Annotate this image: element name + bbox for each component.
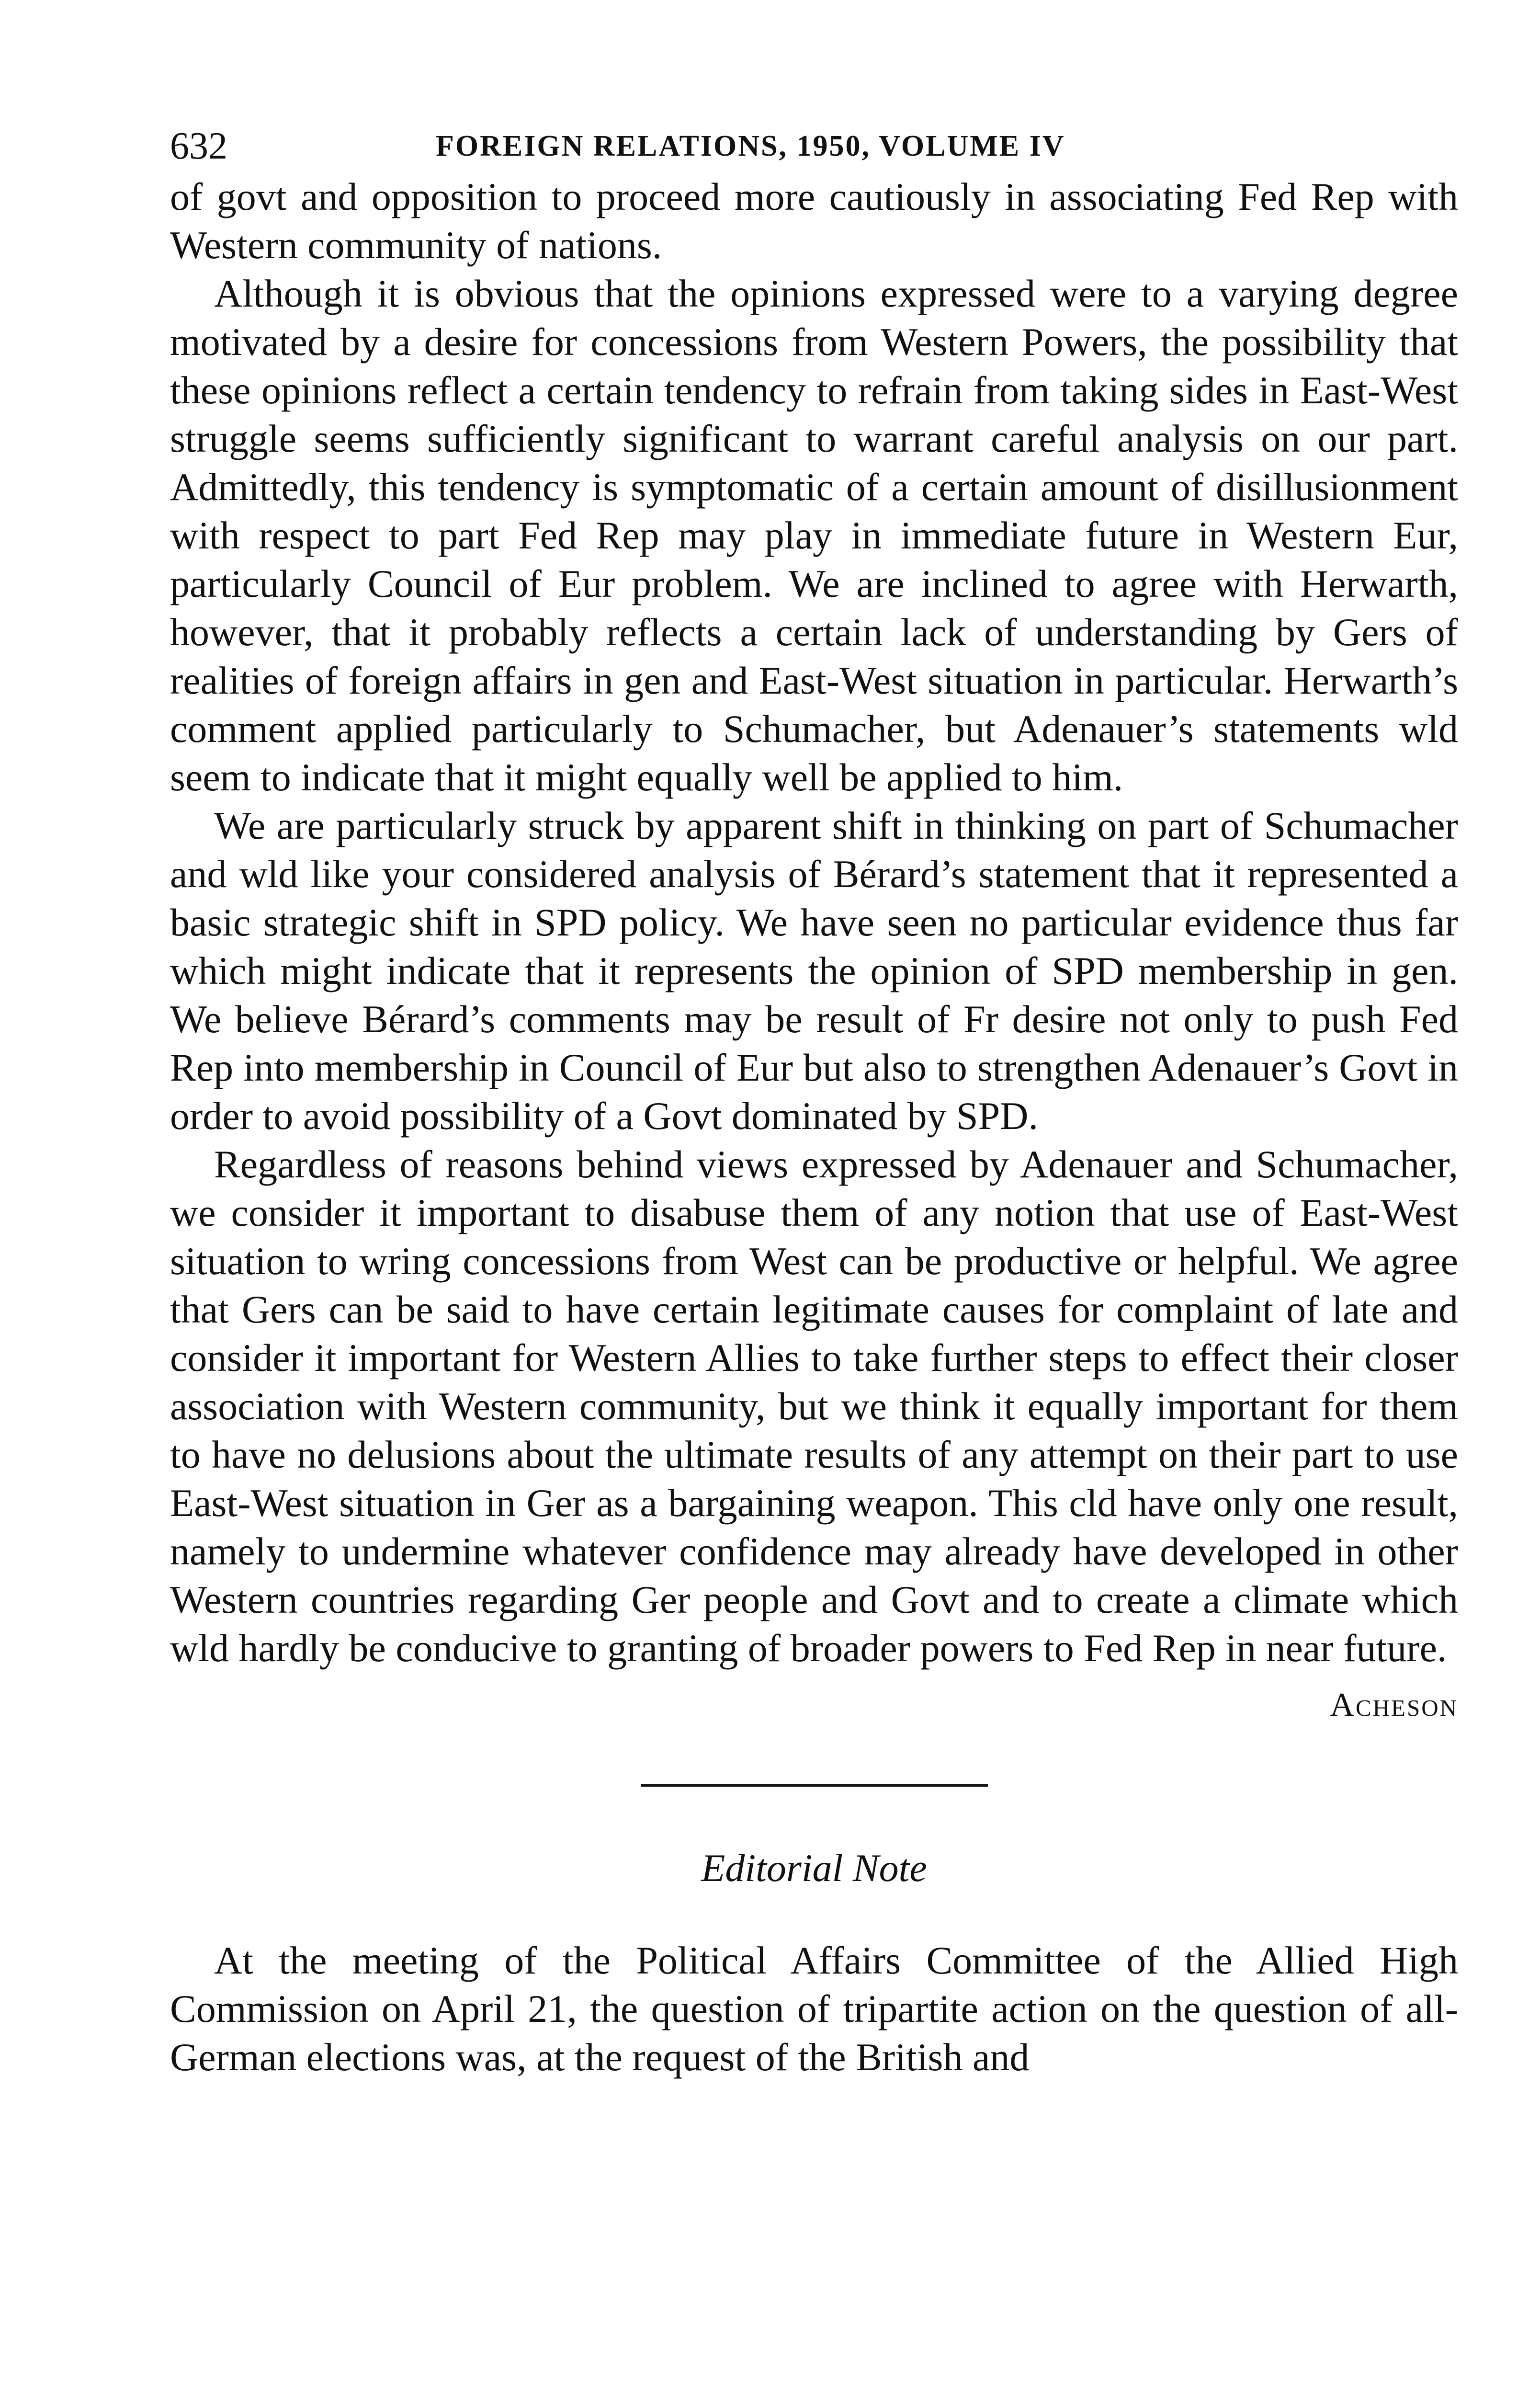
paragraph-continuation: of govt and opposition to proceed more cautiously in associating Fed Rep with Western community of nations. (170, 175, 1458, 267)
section-divider (641, 1784, 988, 1787)
paragraph-regardless: Regardless of reasons behind views expressed by Adenauer and Schumacher, we consider it important to disabuse them of any notion that use of East-West situation to wring concessions from West can be productive or helpful. We agree that Gers can be said to have certain legitimate causes for complaint of late and consider it important for Western Allies to take further steps to effect their closer association with Western community, but we think it equally important for them to have no delusions about the ultimate results of any attempt on their part to use East-West situation in Ger as a bargaining weapon. This cld have only one result, namely to undermine whatever confidence may already have developed in other Western countries regarding Ger people and Govt and to create a climate which wld hardly be conducive to granting of broader powers to Fed Rep in near future. (170, 1142, 1458, 1670)
running-title: FOREIGN RELATIONS, 1950, VOLUME IV (436, 130, 1065, 162)
signature: Acheson (1330, 1687, 1458, 1723)
page-number: 632 (170, 125, 227, 167)
paragraph-schumacher: We are particularly struck by apparent shift in thinking on part of Schumacher and wld like your considered analysis of Bérard’s statement that it represented a basic strategic shift in SPD policy. We have seen no particular evidence thus far which might indicate that it represents the opinion of SPD membership in gen. We believe Bérard’s comments may be result of Fr desire not only to push Fed Rep into membership in Council of Eur but also to strengthen Adenauer’s Govt in order to avoid possibility of a Govt dominated by SPD. (170, 804, 1458, 1138)
editorial-note-title: Editorial Note (701, 1846, 927, 1890)
editorial-note-text: At the meeting of the Political Affairs Committee of the Allied High Commission on April 21, the question of tripartite action on the question of all-German elections was, at the request of the British and (170, 1939, 1458, 2079)
document-page (170, 120, 1458, 2395)
paragraph-tendency: Although it is obvious that the opinions expressed were to a varying degree motivated by a desire for concessions from Western Powers, the possibility that these opinions reflect a certain tendency to refrain from taking sides in East-West struggle seems sufficiently significant to warrant careful analysis on our part. Admittedly, this tendency is symptomatic of a certain amount of disillusionment with respect to part Fed Rep may play in immediate future in Western Eur, particularly Council of Eur problem. We are inclined to agree with Herwarth, however, that it probably reflects a certain lack of understanding by Gers of realities of foreign affairs in gen and East-West situation in particular. Herwarth’s comment applied particularly to Schumacher, but Adenauer’s statements wld seem to indicate that it might equally well be applied to him. (170, 272, 1458, 799)
running-header (170, 120, 1458, 172)
